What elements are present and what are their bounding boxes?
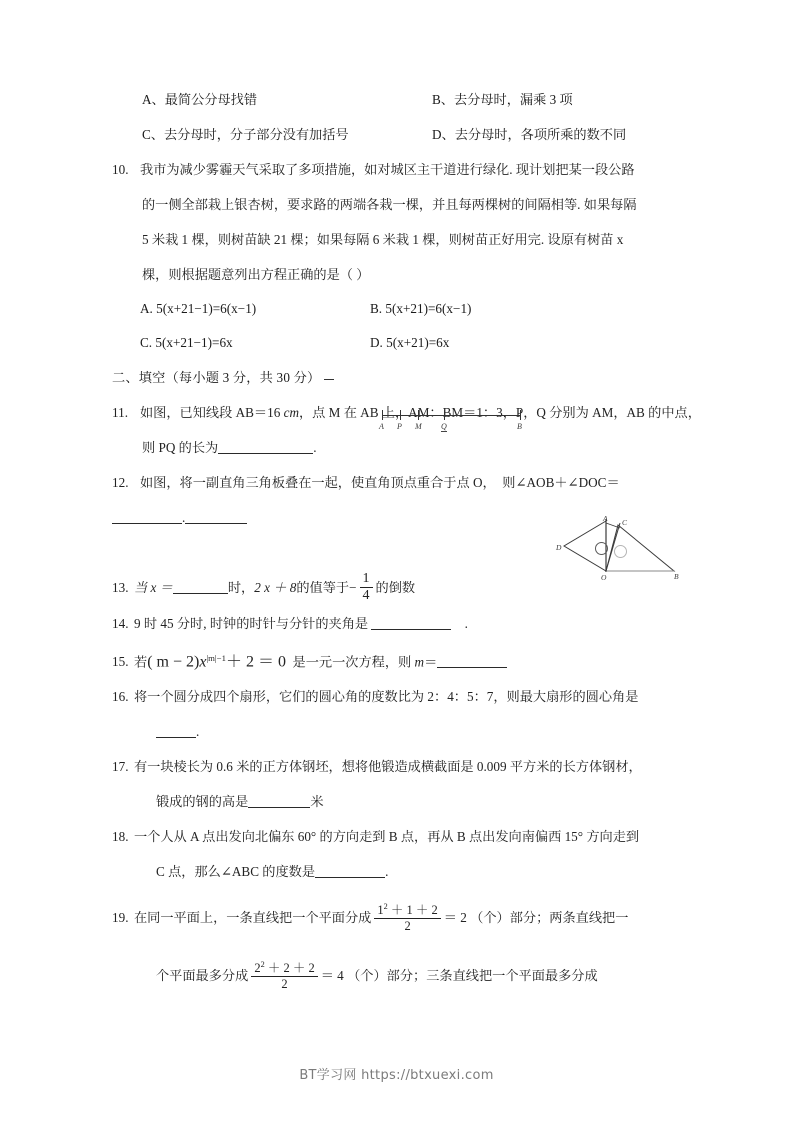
- q10-line-4: 棵，则根据题意列出方程正确的是（ ）: [142, 267, 370, 282]
- q11-segment-diagram: [378, 406, 528, 440]
- q18-answer-prompt: C 点，那么∠ABC 的度数是: [156, 863, 316, 879]
- q15-mid: 是一元一次方程，则: [292, 653, 412, 669]
- q13-expression: 2 x ＋ 8: [254, 580, 297, 595]
- q10-line-1: [112, 152, 692, 187]
- q18-line-2: [112, 854, 692, 889]
- q9-option-b: B、去分母时，漏乘 3 项: [432, 92, 573, 107]
- q13-answer-blank[interactable]: [173, 593, 228, 594]
- q16-line-1: [112, 679, 692, 714]
- q10-choice-a: A. 5(x+21−1)=6(x−1): [140, 301, 257, 316]
- segment-label-q: Q: [441, 422, 447, 431]
- q17-answer-prompt: 锻成的钢的高是: [156, 793, 249, 809]
- q13-number: 13.: [112, 580, 129, 595]
- q16-line-2: [112, 714, 692, 749]
- q19-f2-base: 2: [254, 961, 261, 976]
- q10-choice-b: B. 5(x+21)=6(x−1): [370, 301, 472, 316]
- q15-expr-exponent: |m|−1: [206, 652, 226, 663]
- q19-fraction-2: [251, 960, 317, 991]
- q10-line-2: 的一侧全部栽上银杏树，要求路的两端各栽一棵，并且每两棵树的间隔相等. 如果每隔: [142, 197, 637, 212]
- q19-line-1: [112, 889, 692, 947]
- q19-fraction-1-numerator: [374, 902, 440, 918]
- q18-text: 一个人从 A 点出发向北偏东 60° 的方向走到 B 点，再从 B 点出发向南偏西 15° 方向走到: [134, 828, 640, 844]
- q11-answer-blank[interactable]: [218, 453, 313, 454]
- q13-fraction: [360, 571, 373, 604]
- q19-f1-base: 1: [377, 903, 384, 918]
- q19-f2-exponent: 2: [260, 960, 265, 970]
- q14-number: 14.: [112, 615, 129, 631]
- q19-fraction-2-numerator: [251, 960, 317, 976]
- q13-tail: 的倒数: [375, 580, 416, 595]
- q9-option-a: A、最简公分母找错: [142, 92, 258, 107]
- q15-answer-blank[interactable]: [437, 667, 507, 668]
- q17-unit: 米: [310, 793, 324, 809]
- q12-triangles-diagram: [556, 514, 716, 592]
- q12-line-1: [112, 465, 692, 500]
- q16-answer-blank[interactable]: [156, 737, 196, 738]
- triangles-svg: [556, 514, 716, 592]
- triangle-label-d: D: [556, 543, 562, 552]
- triangle-label-o: O: [601, 573, 607, 582]
- q10-choices-row-1: [112, 292, 692, 326]
- q11-number: 11.: [112, 405, 128, 420]
- q13-fraction-denominator: 4: [360, 587, 373, 604]
- q10-line-3: 5 米栽 1 棵，则树苗缺 21 棵；如果每隔 6 米栽 1 棵，则树苗正好用完. 设原有树苗 x: [142, 232, 624, 247]
- segment-tick-q: [444, 410, 445, 420]
- q18-period: .: [385, 863, 389, 879]
- q12-period: .: [182, 510, 186, 525]
- section-2-heading: [112, 360, 692, 395]
- q16-period: .: [196, 723, 200, 739]
- q19-text-2-post: ＝ 4 （个）部分；三条直线把一个平面最多分成: [320, 967, 598, 983]
- q9-option-c: C、去分母时，分子部分没有加括号: [142, 127, 349, 142]
- q14-text: 9 时 45 分时, 时钟的时针与分针的夹角是: [134, 615, 369, 631]
- q18-number: 18.: [112, 828, 129, 844]
- q19-text-pre: 在同一平面上，一条直线把一个平面分成: [134, 909, 372, 925]
- segment-tick-p: [400, 410, 401, 420]
- q12-text: 如图，将一副直角三角板叠在一起，使直角顶点重合于点 O， 则∠AOB＋∠DOC＝: [140, 475, 620, 490]
- section-2-title: 二、填空（每小题 3 分，共 30 分）: [112, 370, 321, 385]
- q10-choice-c: C. 5(x+21−1)=6x: [140, 335, 233, 350]
- segment-tick-m: [418, 410, 419, 420]
- q19-fraction-2-denominator: 2: [251, 976, 317, 991]
- q17-text: 有一块棱长为 0.6 米的正方体钢坯，想将他锻造成横截面是 0.009 平方米的长方体钢材，: [134, 758, 642, 774]
- q12-answer-blank-2[interactable]: [185, 523, 247, 524]
- section-2-rule: [324, 379, 334, 380]
- q15-expr-variable: x: [199, 652, 207, 670]
- segment-label-p: P: [397, 422, 402, 431]
- q12-number: 12.: [112, 475, 129, 490]
- q10-number: 10.: [112, 162, 129, 177]
- q19-f2-rest: ＋ 2 ＋ 2: [264, 961, 315, 976]
- q11-text-pre: 如图，已知线段 AB＝16: [140, 405, 284, 420]
- q19-fraction-1-denominator: 2: [374, 918, 440, 933]
- angle-arc-aod: [595, 542, 608, 555]
- q11-answer-prompt: 则 PQ 的长为: [142, 440, 219, 455]
- q19-text-post: ＝ 2 （个）部分；两条直线把一: [443, 909, 629, 925]
- q13-mid: 时，: [227, 580, 255, 595]
- q10-choice-d: D. 5(x+21)=6x: [370, 335, 450, 350]
- q15-expr-open: ( m − 2): [147, 652, 200, 670]
- q9-options-row-1: [112, 82, 692, 117]
- q19-fraction-1: [374, 902, 440, 933]
- q15-expr-rest: ＋ 2 ＝ 0: [225, 652, 286, 670]
- q19-text-2-pre: 个平面最多分成: [156, 967, 249, 983]
- q19-line-2: [112, 947, 692, 1005]
- q18-line-1: [112, 819, 692, 854]
- q15-prefix: 若: [134, 653, 148, 669]
- q17-line-2: [112, 784, 692, 819]
- q19-number: 19.: [112, 909, 129, 925]
- q17-line-1: [112, 749, 692, 784]
- segment-label-m: M: [415, 422, 422, 431]
- q14-period: .: [464, 615, 468, 631]
- q11-period: .: [313, 440, 317, 455]
- triangle-label-c: C: [622, 518, 628, 527]
- q14-answer-blank[interactable]: [371, 629, 451, 630]
- q19-f1-rest: ＋ 1 ＋ 2: [387, 903, 438, 918]
- q16-text: 将一个圆分成四个扇形，它们的圆心角的度数比为 2：4：5：7，则最大扇形的圆心角是: [134, 688, 639, 704]
- q13-prefix: 当 x ＝: [134, 580, 173, 595]
- q15-variable: m: [414, 653, 425, 669]
- q15-number: 15.: [112, 653, 129, 669]
- q15-equals: ＝: [424, 653, 438, 669]
- q14-line: [112, 606, 692, 641]
- segment-label-a: A: [379, 422, 384, 431]
- segment-baseline: [382, 415, 520, 416]
- q16-number: 16.: [112, 688, 129, 704]
- q13-fraction-numerator: 1: [362, 571, 370, 587]
- q12-answer-blank[interactable]: [112, 523, 182, 524]
- q19-f1-exponent: 2: [383, 902, 388, 912]
- q15-line: [112, 641, 692, 679]
- q9-options-row-2: [112, 117, 692, 152]
- q13-minus: −: [349, 580, 357, 595]
- segment-tick-a: [382, 410, 383, 420]
- segment-tick-b: [520, 410, 521, 420]
- q13-after: 的值等于: [296, 580, 350, 595]
- q17-number: 17.: [112, 758, 129, 774]
- segment-label-b: B: [517, 422, 522, 431]
- q11-unit: cm: [283, 405, 299, 420]
- q18-answer-blank[interactable]: [315, 877, 385, 878]
- q10-text-1: 我市为减少雾霾天气采取了多项措施，如对城区主干道进行绿化. 现计划把某一段公路: [140, 162, 635, 177]
- q10-choices-row-2: [112, 326, 692, 360]
- q11-text-post: ，点 M 在 AB 上，AM：BM＝1：3，P，Q 分别为 AM，AB 的中点，: [299, 405, 701, 420]
- triangle-label-b: B: [674, 572, 679, 581]
- triangle-label-a: A: [603, 514, 608, 523]
- footer-watermark: BT学习网 https://btxuexi.com: [299, 1068, 494, 1083]
- angle-arc-cob: [614, 545, 627, 558]
- q9-option-d: D、去分母时，各项所乘的数不同: [432, 127, 627, 142]
- q17-answer-blank[interactable]: [248, 807, 310, 808]
